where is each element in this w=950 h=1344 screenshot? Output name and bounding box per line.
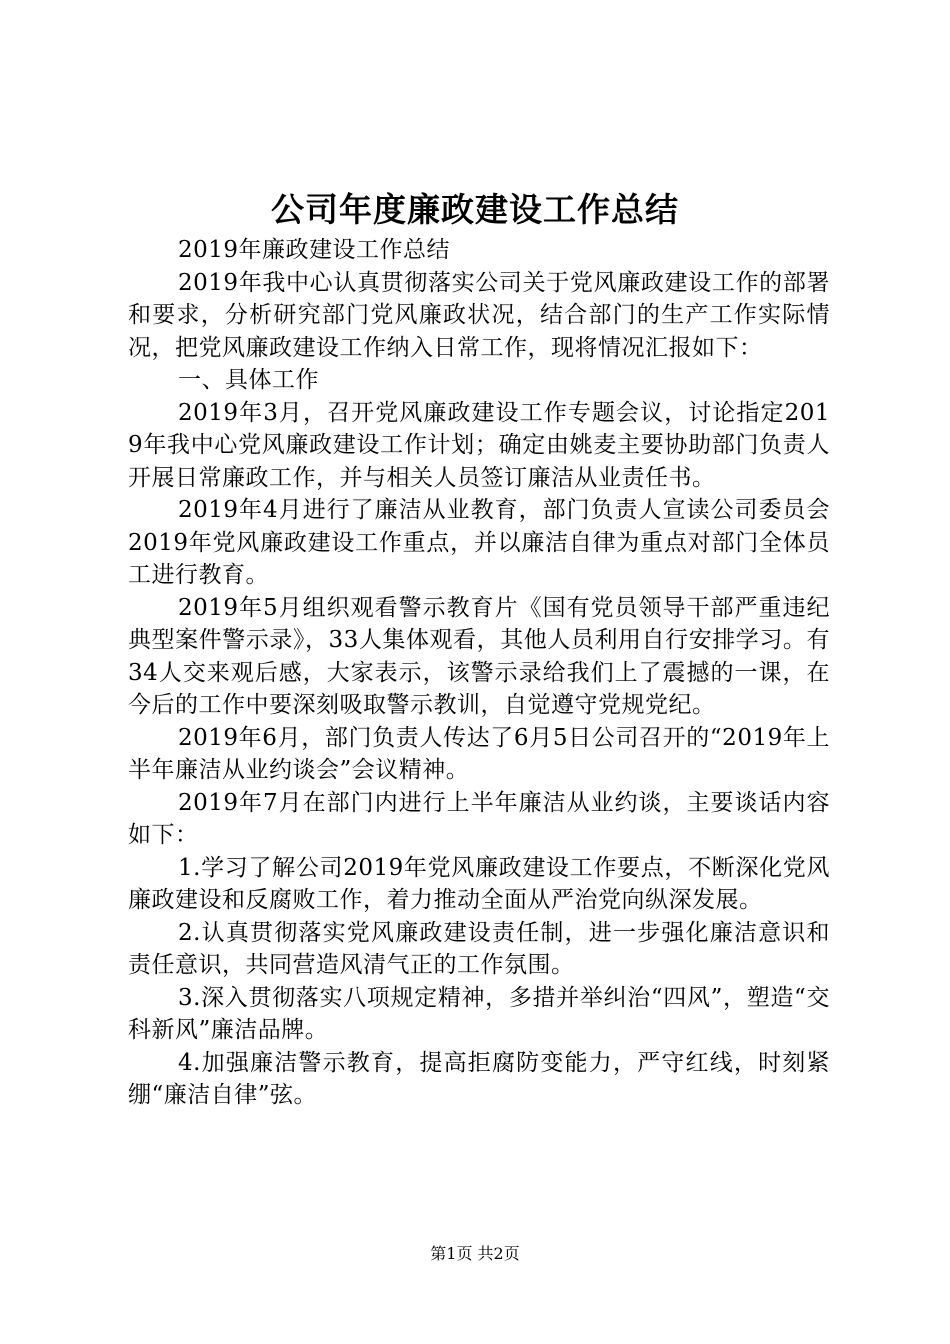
- subtitle-paragraph: 2019年廉政建设工作总结: [178, 237, 451, 263]
- list-item-3: 3.深入贯彻落实八项规定精神，多措并举纠治“四风”，塑造“交科新风”廉洁品牌。: [128, 984, 830, 1043]
- paragraph-march: 2019年3月，召开党风廉政建设工作专题会议，讨论指定2019年我中心党风廉政建设工作计划；确定由姚麦主要协助部门负责人开展日常廉政工作，并与相关人员签订廉洁从业责任书。: [128, 399, 830, 491]
- intro-paragraph: 2019年我中心认真贯彻落实公司关于党风廉政建设工作的部署和要求，分析研究部门党风廉政状况，结合部门的生产工作实际情况，把党风廉政建设工作纳入日常工作，现将情况汇报如下：: [128, 269, 830, 361]
- page-footer: 第1页 共2页: [430, 1244, 520, 1263]
- paragraph-july: 2019年7月在部门内进行上半年廉洁从业约谈，主要谈话内容如下：: [128, 789, 830, 848]
- document-body: [128, 234, 830, 1112]
- document-title: 公司年度廉政建设工作总结: [271, 190, 679, 229]
- list-item-1: 1.学习了解公司2019年党风廉政建设工作要点，不断深化党风廉政建设和反腐败工作，着力推动全面从严治党向纵深发展。: [128, 854, 830, 913]
- list-item-2: 2.认真贯彻落实党风廉政建设责任制，进一步强化廉洁意识和责任意识，共同营造风清气正的工作氛围。: [128, 919, 830, 978]
- paragraph-may: 2019年5月组织观看警示教育片《国有党员领导干部严重违纪典型案件警示录》，33人集体观看，其他人员利用自行安排学习。有34人交来观后感，大家表示，该警示录给我们上了震撼的一课，在今后的工作中要深刻吸取警示教训，自觉遵守党规党纪。: [128, 594, 830, 718]
- paragraph-june: 2019年6月，部门负责人传达了6月5日公司召开的“2019年上半年廉洁从业约谈会”会议精神。: [128, 724, 830, 783]
- section-heading: 一、具体工作: [178, 367, 319, 393]
- paragraph-april: 2019年4月进行了廉洁从业教育，部门负责人宣读公司委员会2019年党风廉政建设工作重点，并以廉洁自律为重点对部门全体员工进行教育。: [128, 497, 830, 588]
- list-item-4: 4.加强廉洁警示教育，提高拒腐防变能力，严守红线，时刻紧绷“廉洁自律”弦。: [128, 1049, 830, 1108]
